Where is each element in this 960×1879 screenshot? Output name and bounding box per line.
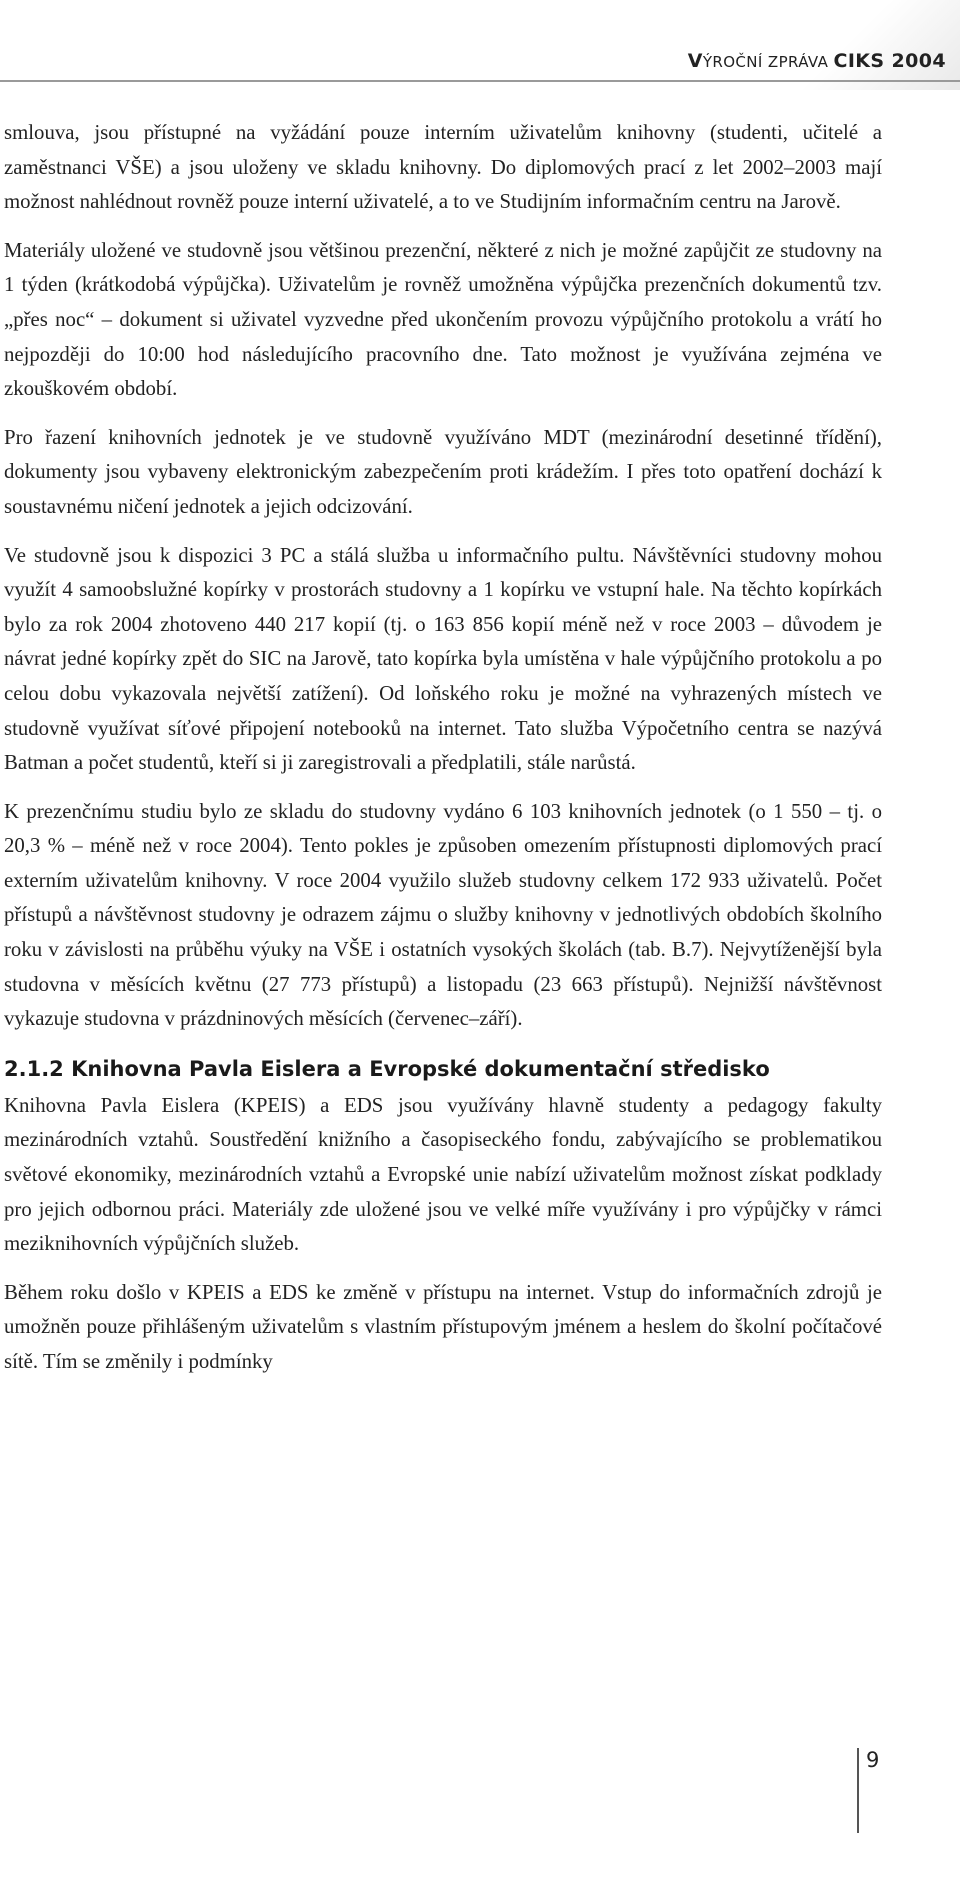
page-body [4, 116, 882, 1394]
report-title-rest: ÝROČNÍ ZPRÁVA [702, 53, 834, 71]
paragraph: K prezenčnímu studiu bylo ze skladu do studovny vydáno 6 103 knihovních jednotek (o 1 550 – tj. o 20,3 % – méně než v roce 2004). Tento pokles je způsoben omezením přístupnosti diplomových prací externím uživatelům knihovny. V roce 2004 využilo služeb studovny celkem 172 933 uživatelů. Počet přístupů a návštěvnost studovny je odrazem zájmu o služby knihovny v jednotlivých obdobích školního roku v závislosti na průběhu výuky na VŠE i ostatních vysokých školách (tab. B.7). Nejvytíženější byla studovna v měsících květnu (27 773 přístupů) a listopadu (23 663 přístupů). Nejnižší návštěvnost vykazuje studovna v prázdninových měsících (červenec–září). [4, 799, 882, 1031]
paragraph: Ve studovně jsou k dispozici 3 PC a stálá služba u informačního pultu. Návštěvníci studovny mohou využít 4 samoobslužné kopírky v prostorách studovny a 1 kopírku ve vstupní hale. Na těchto kopírkách bylo za rok 2004 zhotoveno 440 217 kopií (tj. o 163 856 kopií méně než v roce 2003 – důvodem je návrat jedné kopírky zpět do SIC na Jarově, tato kopírka byla umístěna v hale výpůjčního protokolu a po celou dobu vykazovala největší zatížení). Od loňského roku je možné na vyhrazených místech ve studovně využívat síťové připojení notebooků na internet. Tato služba Výpočetního centra se nazývá Batman a počet studentů, kteří si ji zaregistrovali a předplatili, stále narůstá. [4, 543, 882, 775]
paragraph: Během roku došlo v KPEIS a EDS ke změně v přístupu na internet. Vstup do informačních zdrojů je umožněn pouze přihlášeným uživatelům s vlastním přístupovým jménem a heslem do školní počítačové sítě. Tím se změnily i podmínky [4, 1280, 882, 1373]
report-title [688, 50, 946, 72]
report-title-ciks: CIKS [833, 50, 885, 72]
header-corner-decoration [760, 0, 960, 90]
paragraph: smlouva, jsou přístupné na vyžádání pouze interním uživatelům knihovny (studenti, učitelé a zaměstnanci VŠE) a jsou uloženy ve skladu knihovny. Do diplomových prací z let 2002–2003 mají možnost nahlédnout rovněž pouze interní uživatelé, a to ve Studijním informačním centru na Jarově. [4, 121, 882, 214]
paragraph: Pro řazení knihovních jednotek je ve studovně využíváno MDT (mezinárodní desetinné třídění), dokumenty jsou vybaveny elektronickým zabezpečením proti krádežím. I přes toto opatření dochází k soustavnému ničení jednotek a jejich odcizování. [4, 425, 882, 518]
report-title-initial: V [687, 50, 703, 72]
paragraph: Knihovna Pavla Eislera (KPEIS) a EDS jsou využívány hlavně studenty a pedagogy fakulty mezinárodních vztahů. Soustředění knižního a časopiseckého fondu, zabývajícího se problematikou světové ekonomiky, mezinárodních vztahů a Evropské unie nabízí uživatelům možnost získat podklady pro jejich odbornou práci. Materiály zde uložené jsou ve velké míře využívány i pro výpůjčky v rámci meziknihovních výpůjčních služeb. [4, 1093, 882, 1256]
page-number-divider [857, 1748, 859, 1833]
report-title-year: 2004 [884, 50, 946, 72]
page-number: 9 [866, 1748, 880, 1772]
header-divider [0, 80, 960, 82]
section-heading: 2.1.2 Knihovna Pavla Eislera a Evropské dokumentační středisko [4, 1056, 770, 1081]
paragraph: Materiály uložené ve studovně jsou většinou prezenční, některé z nich je možné zapůjčit ze studovny na 1 týden (krátkodobá výpůjčka). Uživatelům je rovněž umožněna výpůjčka prezenčních dokumentů tzv. „přes noc“ – dokument si uživatel vyzvedne před ukončením provozu výpůjčního protokolu a vrátí ho nejpozději do 10:00 hod následujícího pracovního dne. Tato možnost je využívána zejména ve zkouškovém období. [4, 238, 882, 401]
